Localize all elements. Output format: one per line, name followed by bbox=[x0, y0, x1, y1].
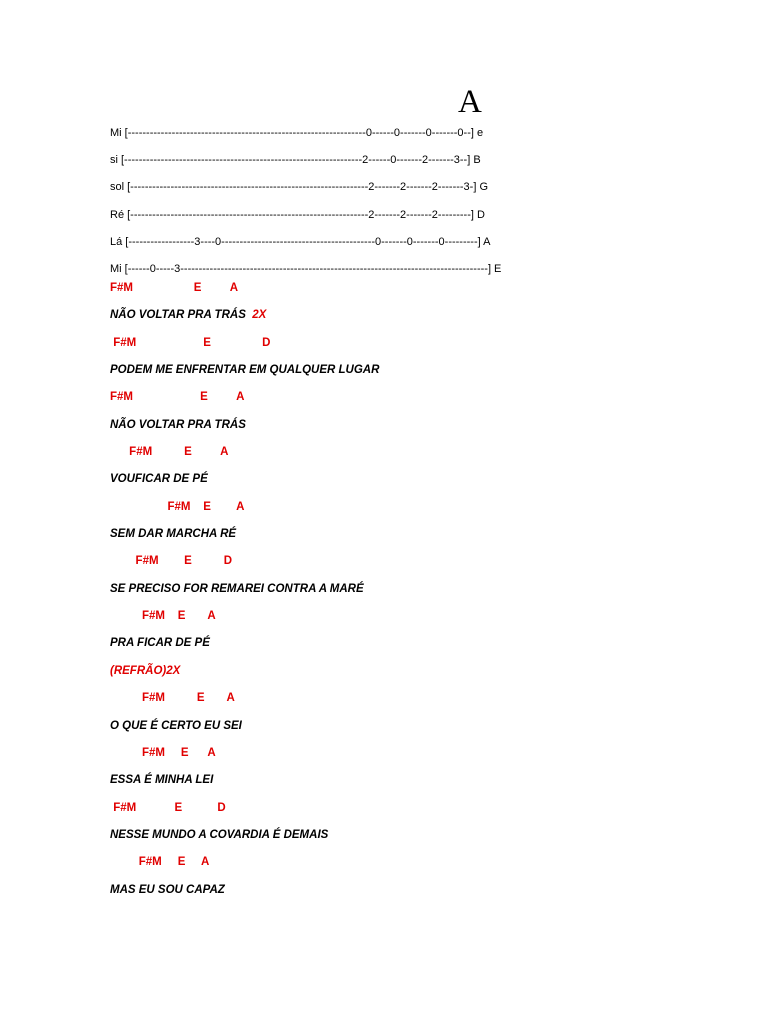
tab-string-line: sol [-----------------------------------------------------------------2-------2-------2-------3-] G bbox=[110, 181, 489, 194]
lyric-line bbox=[110, 827, 379, 854]
lyric-text: NESSE MUNDO A COVARDIA É DEMAIS bbox=[110, 828, 329, 841]
chord-line: F#M E D bbox=[110, 336, 271, 349]
lyric-text: SEM DAR MARCHA RÉ bbox=[110, 528, 237, 541]
lyric-line bbox=[110, 882, 379, 909]
chord-diagram-title: A bbox=[458, 84, 482, 120]
lyric-line bbox=[110, 635, 379, 662]
chord-line: F#M E A bbox=[110, 500, 245, 513]
lyric-text: PODEM ME ENFRENTAR EM QUALQUER LUGAR bbox=[110, 364, 380, 377]
lyric-text: NÃO VOLTAR PRA TRÁS bbox=[110, 309, 253, 322]
lyric-line bbox=[110, 526, 379, 553]
lyric-line bbox=[110, 307, 379, 334]
lyric-text: PRA FICAR DE PÉ bbox=[110, 637, 210, 650]
tab-string-line: Mi [------0-----3------------------------------------------------------------------------------------] E bbox=[110, 262, 502, 275]
chord-line: F#M E A bbox=[110, 282, 239, 294]
repeat-marker: 2X bbox=[252, 309, 267, 322]
lyric-text: MAS EU SOU CAPAZ bbox=[110, 883, 225, 896]
lyric-line bbox=[110, 362, 379, 389]
tab-string-line: si [-----------------------------------------------------------------2------0-------2-------3--] B bbox=[110, 154, 481, 167]
lyric-line bbox=[110, 581, 379, 608]
lyric-line bbox=[110, 718, 379, 745]
chord-line: F#M E A bbox=[110, 692, 235, 705]
chord-line: F#M E A bbox=[110, 391, 245, 404]
tab-string-line: Mi [-----------------------------------------------------------------0------0-------0-------0--] e bbox=[110, 127, 484, 139]
chord-line: F#M E A bbox=[110, 856, 210, 869]
chord-line: F#M E A bbox=[110, 446, 229, 459]
song-lyrics-with-chords bbox=[110, 280, 379, 909]
chord-line: F#M E A bbox=[110, 610, 216, 623]
chord-line: F#M E A bbox=[110, 746, 216, 759]
tab-string-line: Ré [-----------------------------------------------------------------2-------2-------2---------] D bbox=[110, 208, 485, 221]
lyric-line bbox=[110, 471, 379, 498]
chord-line: F#M E D bbox=[110, 555, 233, 568]
chorus-marker: (REFRÃO)2X bbox=[110, 664, 181, 677]
lyric-line bbox=[110, 417, 379, 444]
tab-string-line: Lá [------------------3----0------------------------------------------0-------0-------0---------] A bbox=[110, 235, 491, 248]
chord-line: F#M E D bbox=[110, 801, 226, 814]
lyric-line bbox=[110, 772, 379, 799]
lyric-text: VOUFICAR DE PÉ bbox=[110, 473, 208, 486]
guitar-tablature bbox=[110, 126, 570, 289]
lyric-text: ESSA É MINHA LEI bbox=[110, 774, 214, 787]
lyric-text: O QUE É CERTO EU SEI bbox=[110, 719, 242, 732]
lyric-text: SE PRECISO FOR REMAREI CONTRA A MARÉ bbox=[110, 582, 364, 595]
lyric-text: NÃO VOLTAR PRA TRÁS bbox=[110, 418, 246, 431]
